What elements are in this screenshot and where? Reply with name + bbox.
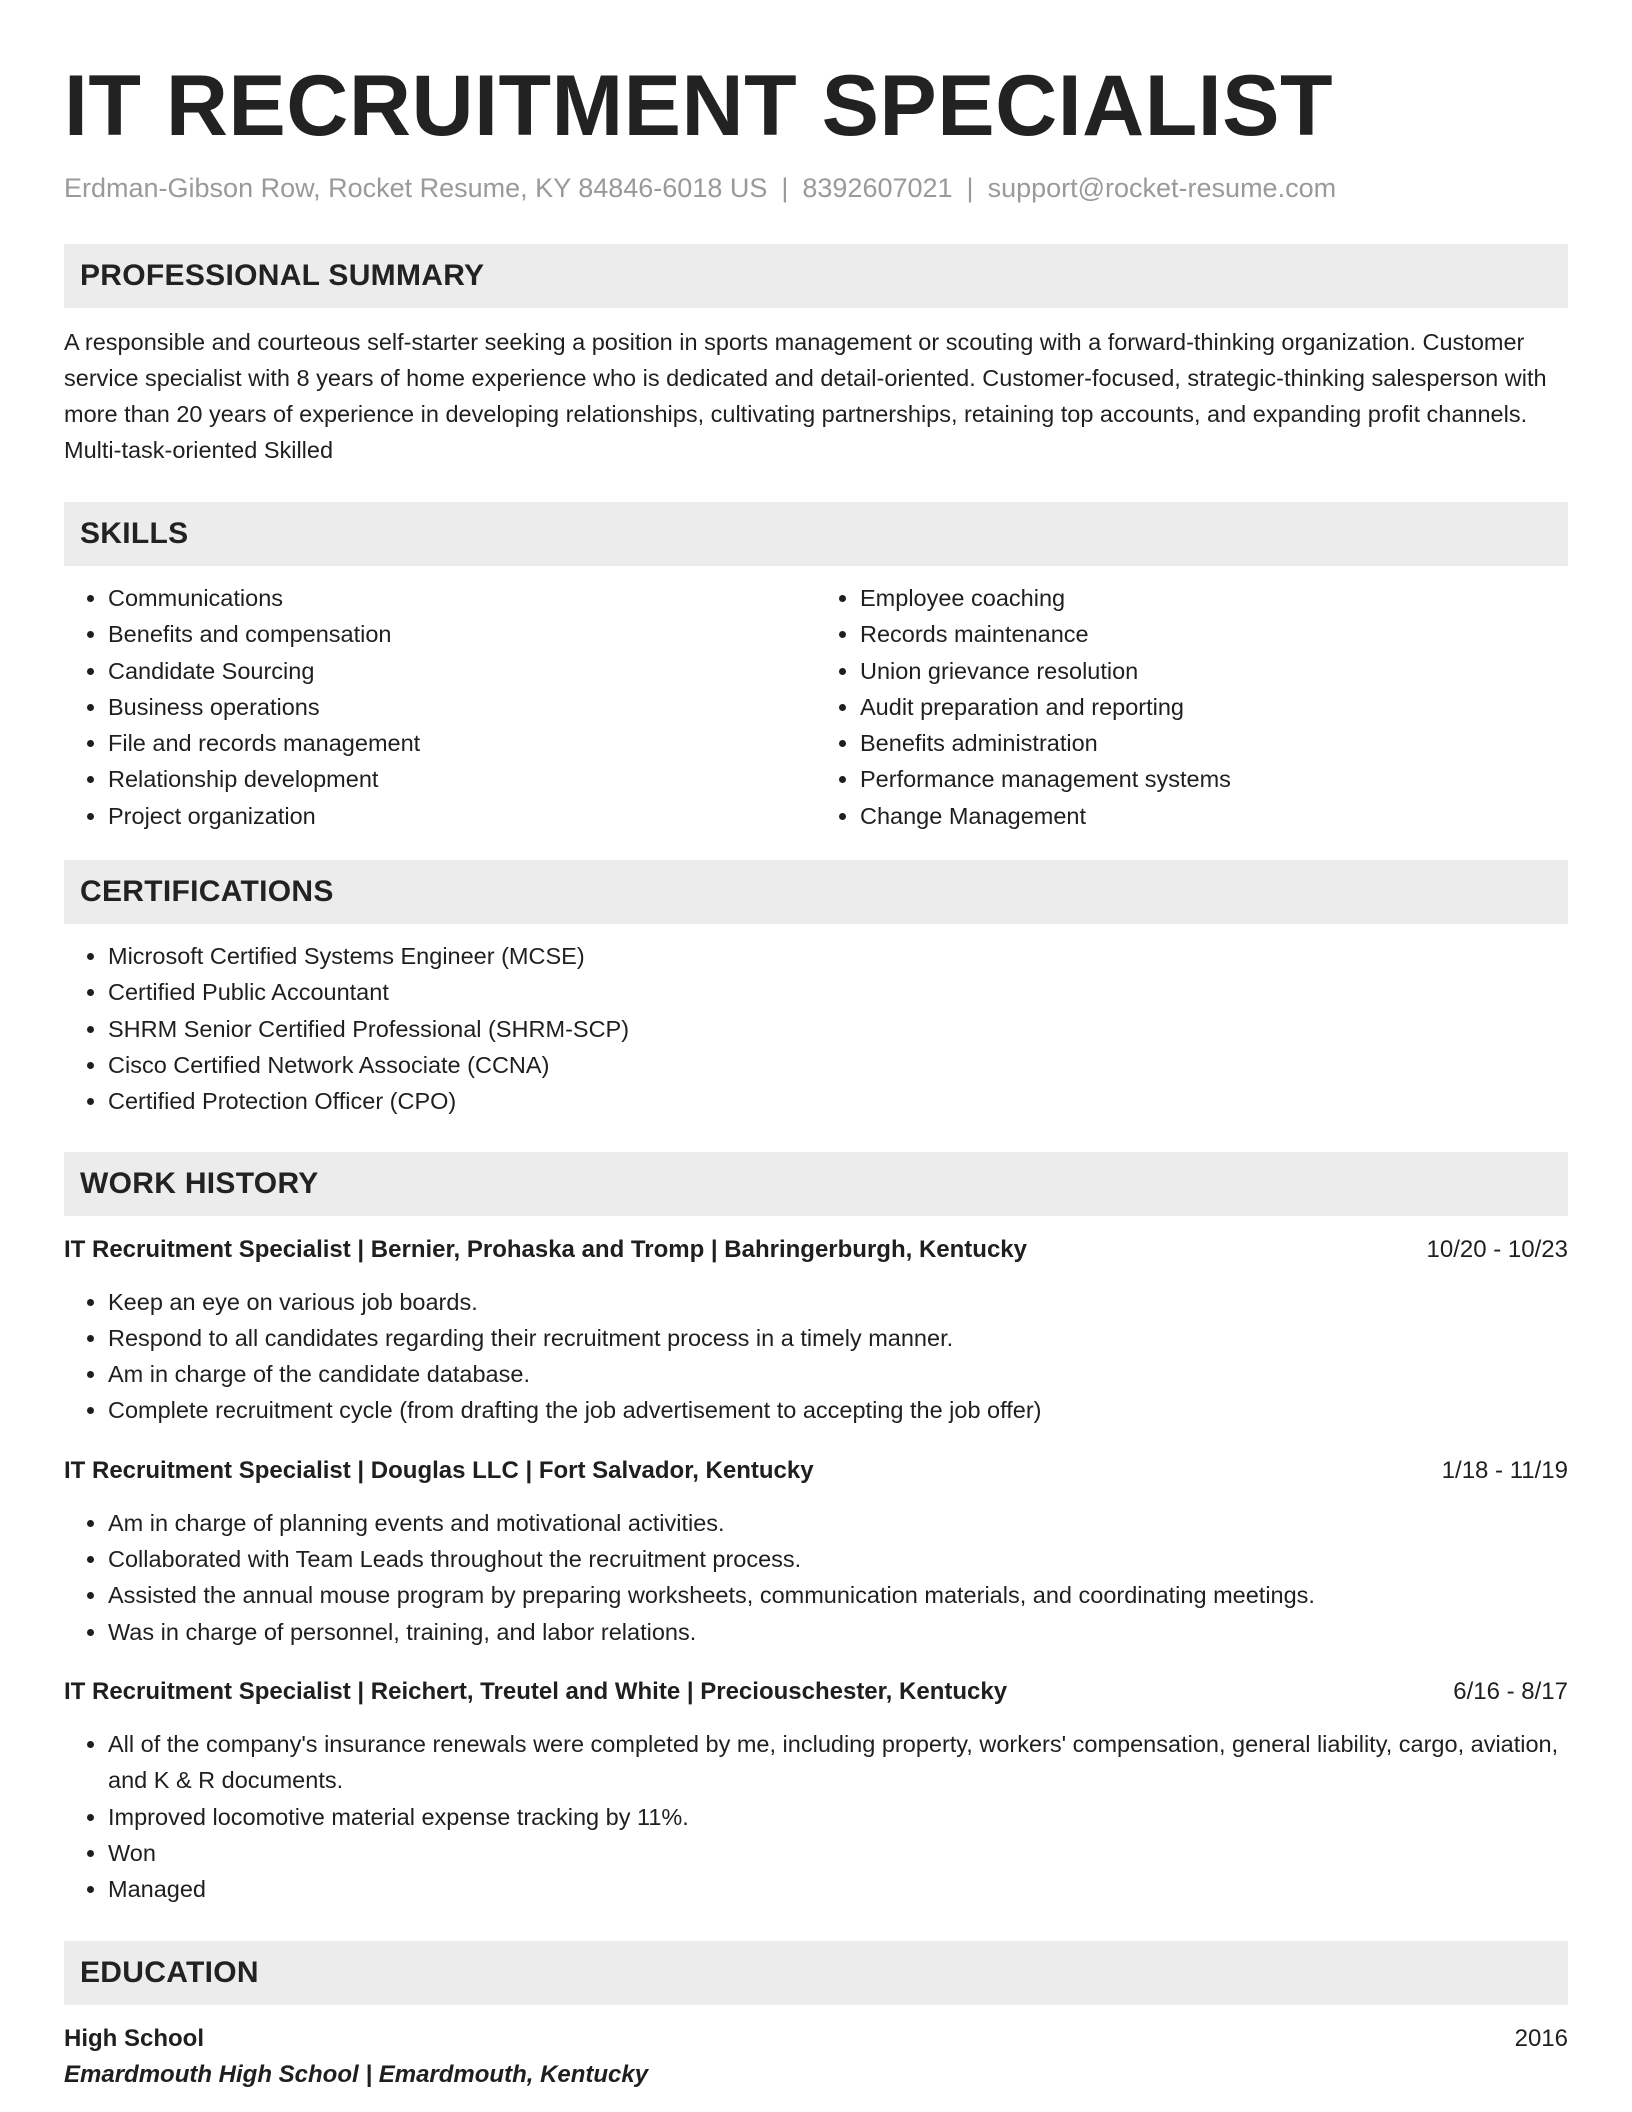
- contact-line: [64, 170, 1568, 206]
- skills-columns: [64, 566, 1568, 834]
- job-bullet: • Collaborated with Team Leads throughout the recruitment process.: [108, 1541, 1568, 1577]
- skill-item: • Relationship development: [108, 761, 816, 797]
- skill-item: • File and records management: [108, 725, 816, 761]
- skill-item: • Change Management: [860, 798, 1568, 834]
- job-heading-row: [64, 1674, 1568, 1710]
- job-bullet: • Was in charge of personnel, training, and labor relations.: [108, 1614, 1568, 1650]
- contact-phone: 8392607021: [802, 173, 953, 203]
- skill-item: • Communications: [108, 580, 816, 616]
- job-heading-row: [64, 1453, 1568, 1489]
- job-dates: 10/20 - 10/23: [1426, 1235, 1568, 1263]
- skill-item: • Benefits administration: [860, 725, 1568, 761]
- candidate-name: IT RECRUITMENT SPECIALIST: [64, 58, 1334, 154]
- section-header-education: EDUCATION: [64, 1941, 1568, 2005]
- skills-list-left: [64, 580, 816, 834]
- certification-item: • Certified Protection Officer (CPO): [108, 1083, 1568, 1119]
- job-bullets: [64, 1505, 1568, 1650]
- contact-separator: |: [781, 173, 789, 203]
- section-header-skills: SKILLS: [64, 502, 1568, 566]
- job-title: IT Recruitment Specialist | Bernier, Prohaska and Tromp | Bahringerburgh, Kentucky: [64, 1235, 1027, 1263]
- education-year: 2016: [1514, 2025, 1568, 2053]
- job-title: IT Recruitment Specialist | Reichert, Treutel and White | Preciouschester, Kentucky: [64, 1677, 1008, 1705]
- skill-item: • Performance management systems: [860, 761, 1568, 797]
- job-bullet: • Am in charge of planning events and motivational activities.: [108, 1505, 1568, 1541]
- education-degree: High School: [64, 2025, 204, 2053]
- skill-item: • Candidate Sourcing: [108, 653, 816, 689]
- job-bullet: • All of the company's insurance renewals were completed by me, including property, workers' compensation, general liability, cargo, aviation, and K & R documents.: [108, 1726, 1568, 1799]
- job-dates: 6/16 - 8/17: [1453, 1677, 1568, 1705]
- job-heading-row: [64, 1232, 1568, 1268]
- certification-item: • SHRM Senior Certified Professional (SHRM-SCP): [108, 1011, 1568, 1047]
- job-title: IT Recruitment Specialist | Douglas LLC | Fort Salvador, Kentucky: [64, 1456, 814, 1484]
- job-bullet: • Improved locomotive material expense tracking by 11%.: [108, 1799, 1568, 1835]
- skill-item: • Union grievance resolution: [860, 653, 1568, 689]
- skill-item: • Records maintenance: [860, 616, 1568, 652]
- section-header-summary: PROFESSIONAL SUMMARY: [64, 244, 1568, 308]
- education-school: Emardmouth High School | Emardmouth, Kentucky: [64, 2061, 649, 2089]
- skill-item: • Business operations: [108, 689, 816, 725]
- education-heading-row: [64, 2021, 1568, 2057]
- job-bullet: • Keep an eye on various job boards.: [108, 1284, 1568, 1320]
- skill-item: • Project organization: [108, 798, 816, 834]
- certification-item: • Microsoft Certified Systems Engineer (MCSE): [108, 938, 1568, 974]
- job-dates: 1/18 - 11/19: [1441, 1456, 1568, 1484]
- job-bullets: [64, 1726, 1568, 1907]
- job-bullets: [64, 1284, 1568, 1429]
- job-bullet: • Complete recruitment cycle (from drafting the job advertisement to accepting the job offer): [108, 1392, 1568, 1428]
- contact-email: support@rocket-resume.com: [987, 173, 1337, 203]
- contact-address: Erdman-Gibson Row, Rocket Resume, KY 84846-6018 US: [64, 173, 768, 203]
- section-header-work-history: WORK HISTORY: [64, 1152, 1568, 1216]
- job-bullet: • Assisted the annual mouse program by preparing worksheets, communication materials, and coordinating meetings.: [108, 1577, 1568, 1613]
- skill-item: • Employee coaching: [860, 580, 1568, 616]
- job-bullet: • Respond to all candidates regarding their recruitment process in a timely manner.: [108, 1320, 1568, 1356]
- summary-text: A responsible and courteous self-starter seeking a position in sports management or scouting with a forward-thinking organization. Customer service specialist with 8 years of home experience who is dedicated and detail-oriented. Customer-focused, strategic-thinking salesperson with more than 20 years of experience in developing relationships, cultivating partnerships, retaining top accounts, and expanding profit channels. Multi-task-oriented Skilled: [64, 329, 1547, 463]
- job-bullet: • Won: [108, 1835, 1568, 1871]
- job-bullet: • Am in charge of the candidate database.: [108, 1356, 1568, 1392]
- job-bullet: • Managed: [108, 1871, 1568, 1907]
- skill-item: • Audit preparation and reporting: [860, 689, 1568, 725]
- section-header-certifications: CERTIFICATIONS: [64, 860, 1568, 924]
- contact-separator: |: [966, 173, 974, 203]
- skill-item: • Benefits and compensation: [108, 616, 816, 652]
- skills-list-right: [816, 580, 1568, 834]
- certification-item: • Certified Public Accountant: [108, 974, 1568, 1010]
- certifications-list: [64, 938, 1568, 1119]
- certification-item: • Cisco Certified Network Associate (CCNA): [108, 1047, 1568, 1083]
